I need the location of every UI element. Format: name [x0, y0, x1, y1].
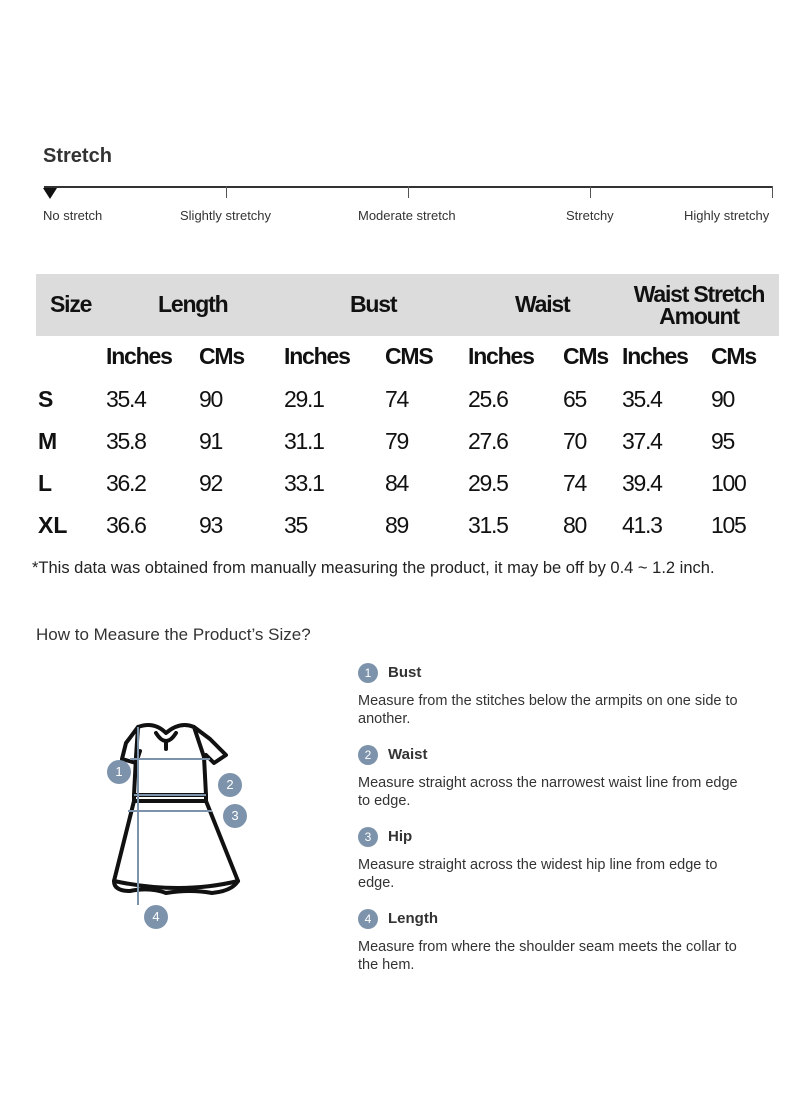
step-title-bust: Bust: [388, 664, 422, 681]
table-row-size: S: [38, 386, 54, 412]
stretch-title: Stretch: [43, 145, 112, 167]
table-cell: 37.4: [622, 428, 662, 454]
unit-stretch-cms: CMs: [711, 343, 756, 369]
table-cell: 80: [563, 512, 586, 538]
stretch-tick: [590, 186, 591, 198]
table-cell: 95: [711, 428, 734, 454]
header-bust: Bust: [350, 291, 397, 317]
header-waist: Waist: [515, 291, 570, 317]
table-cell: 36.2: [106, 470, 146, 496]
table-cell: 35.8: [106, 428, 146, 454]
unit-length-cms: CMs: [199, 343, 244, 369]
table-cell: 31.5: [468, 512, 508, 538]
table-cell: 84: [385, 470, 408, 496]
stretch-tick: [772, 186, 773, 198]
table-cell: 25.6: [468, 386, 508, 412]
stretch-tick: [408, 186, 409, 198]
step-desc-hip: Measure straight across the widest hip line from edge to edge.: [358, 857, 718, 891]
table-row-size: XL: [38, 512, 68, 538]
unit-waist-cms: CMs: [563, 343, 608, 369]
table-cell: 41.3: [622, 512, 662, 538]
table-cell: 90: [711, 386, 734, 412]
dress-marker-hip: 3: [223, 804, 247, 828]
stretch-level-highly: Highly stretchy: [684, 208, 770, 223]
header-waist-stretch: [630, 283, 768, 327]
table-cell: 92: [199, 470, 222, 496]
step-title-length: Length: [388, 910, 438, 927]
table-cell: 31.1: [284, 428, 324, 454]
measurement-note: *This data was obtained from manually measuring the product, it may be off by 0.4 ~ 1.2 inch.: [32, 559, 715, 577]
table-cell: 74: [385, 386, 408, 412]
table-cell: 35.4: [622, 386, 662, 412]
table-row-size: L: [38, 470, 53, 496]
step-desc-bust: Measure from the stitches below the armpits on one side to another.: [358, 693, 738, 727]
table-cell: 74: [563, 470, 586, 496]
stretch-tick: [226, 186, 227, 198]
unit-bust-inches: Inches: [284, 343, 350, 369]
table-cell: 35: [284, 512, 307, 538]
table-cell: 105: [711, 512, 746, 538]
header-waist-stretch-line1: Waist Stretch: [633, 281, 765, 307]
how-to-measure-title: How to Measure the Product’s Size?: [36, 625, 311, 644]
unit-length-inches: Inches: [106, 343, 172, 369]
table-cell: 79: [385, 428, 408, 454]
table-cell: 27.6: [468, 428, 508, 454]
table-cell: 93: [199, 512, 222, 538]
table-cell: 39.4: [622, 470, 662, 496]
table-cell: 36.6: [106, 512, 146, 538]
header-length: Length: [158, 291, 228, 317]
table-cell: 100: [711, 470, 746, 496]
step-number-badge: 3: [358, 827, 378, 847]
table-cell: 65: [563, 386, 586, 412]
table-row-size: M: [38, 428, 58, 454]
header-size: Size: [50, 291, 92, 317]
stretch-level-no-stretch: No stretch: [43, 208, 103, 223]
step-title-hip: Hip: [388, 828, 413, 845]
unit-bust-cms: CMS: [385, 343, 433, 369]
table-cell: 29.5: [468, 470, 508, 496]
step-title-waist: Waist: [388, 746, 428, 763]
step-desc-length: Measure from where the shoulder seam meets the collar to the hem.: [358, 939, 737, 973]
step-number-badge: 4: [358, 909, 378, 929]
table-cell: 70: [563, 428, 586, 454]
table-cell: 33.1: [284, 470, 324, 496]
unit-waist-inches: Inches: [468, 343, 534, 369]
stretch-selected-marker-icon: [43, 188, 57, 199]
header-waist-stretch-line2: Amount: [659, 303, 739, 329]
dress-marker-length: 4: [144, 905, 168, 929]
step-number-badge: 2: [358, 745, 378, 765]
stretch-level-stretchy: Stretchy: [566, 208, 614, 223]
stretch-level-moderate: Moderate stretch: [358, 208, 456, 223]
dress-marker-bust: 1: [107, 760, 131, 784]
table-cell: 29.1: [284, 386, 324, 412]
step-number-badge: 1: [358, 663, 378, 683]
dress-marker-waist: 2: [218, 773, 242, 797]
step-desc-waist: Measure straight across the narrowest waist line from edge to edge.: [358, 775, 738, 809]
stretch-level-slightly: Slightly stretchy: [180, 208, 272, 223]
table-cell: 90: [199, 386, 222, 412]
table-cell: 91: [199, 428, 222, 454]
unit-stretch-inches: Inches: [622, 343, 688, 369]
table-cell: 89: [385, 512, 408, 538]
table-cell: 35.4: [106, 386, 146, 412]
